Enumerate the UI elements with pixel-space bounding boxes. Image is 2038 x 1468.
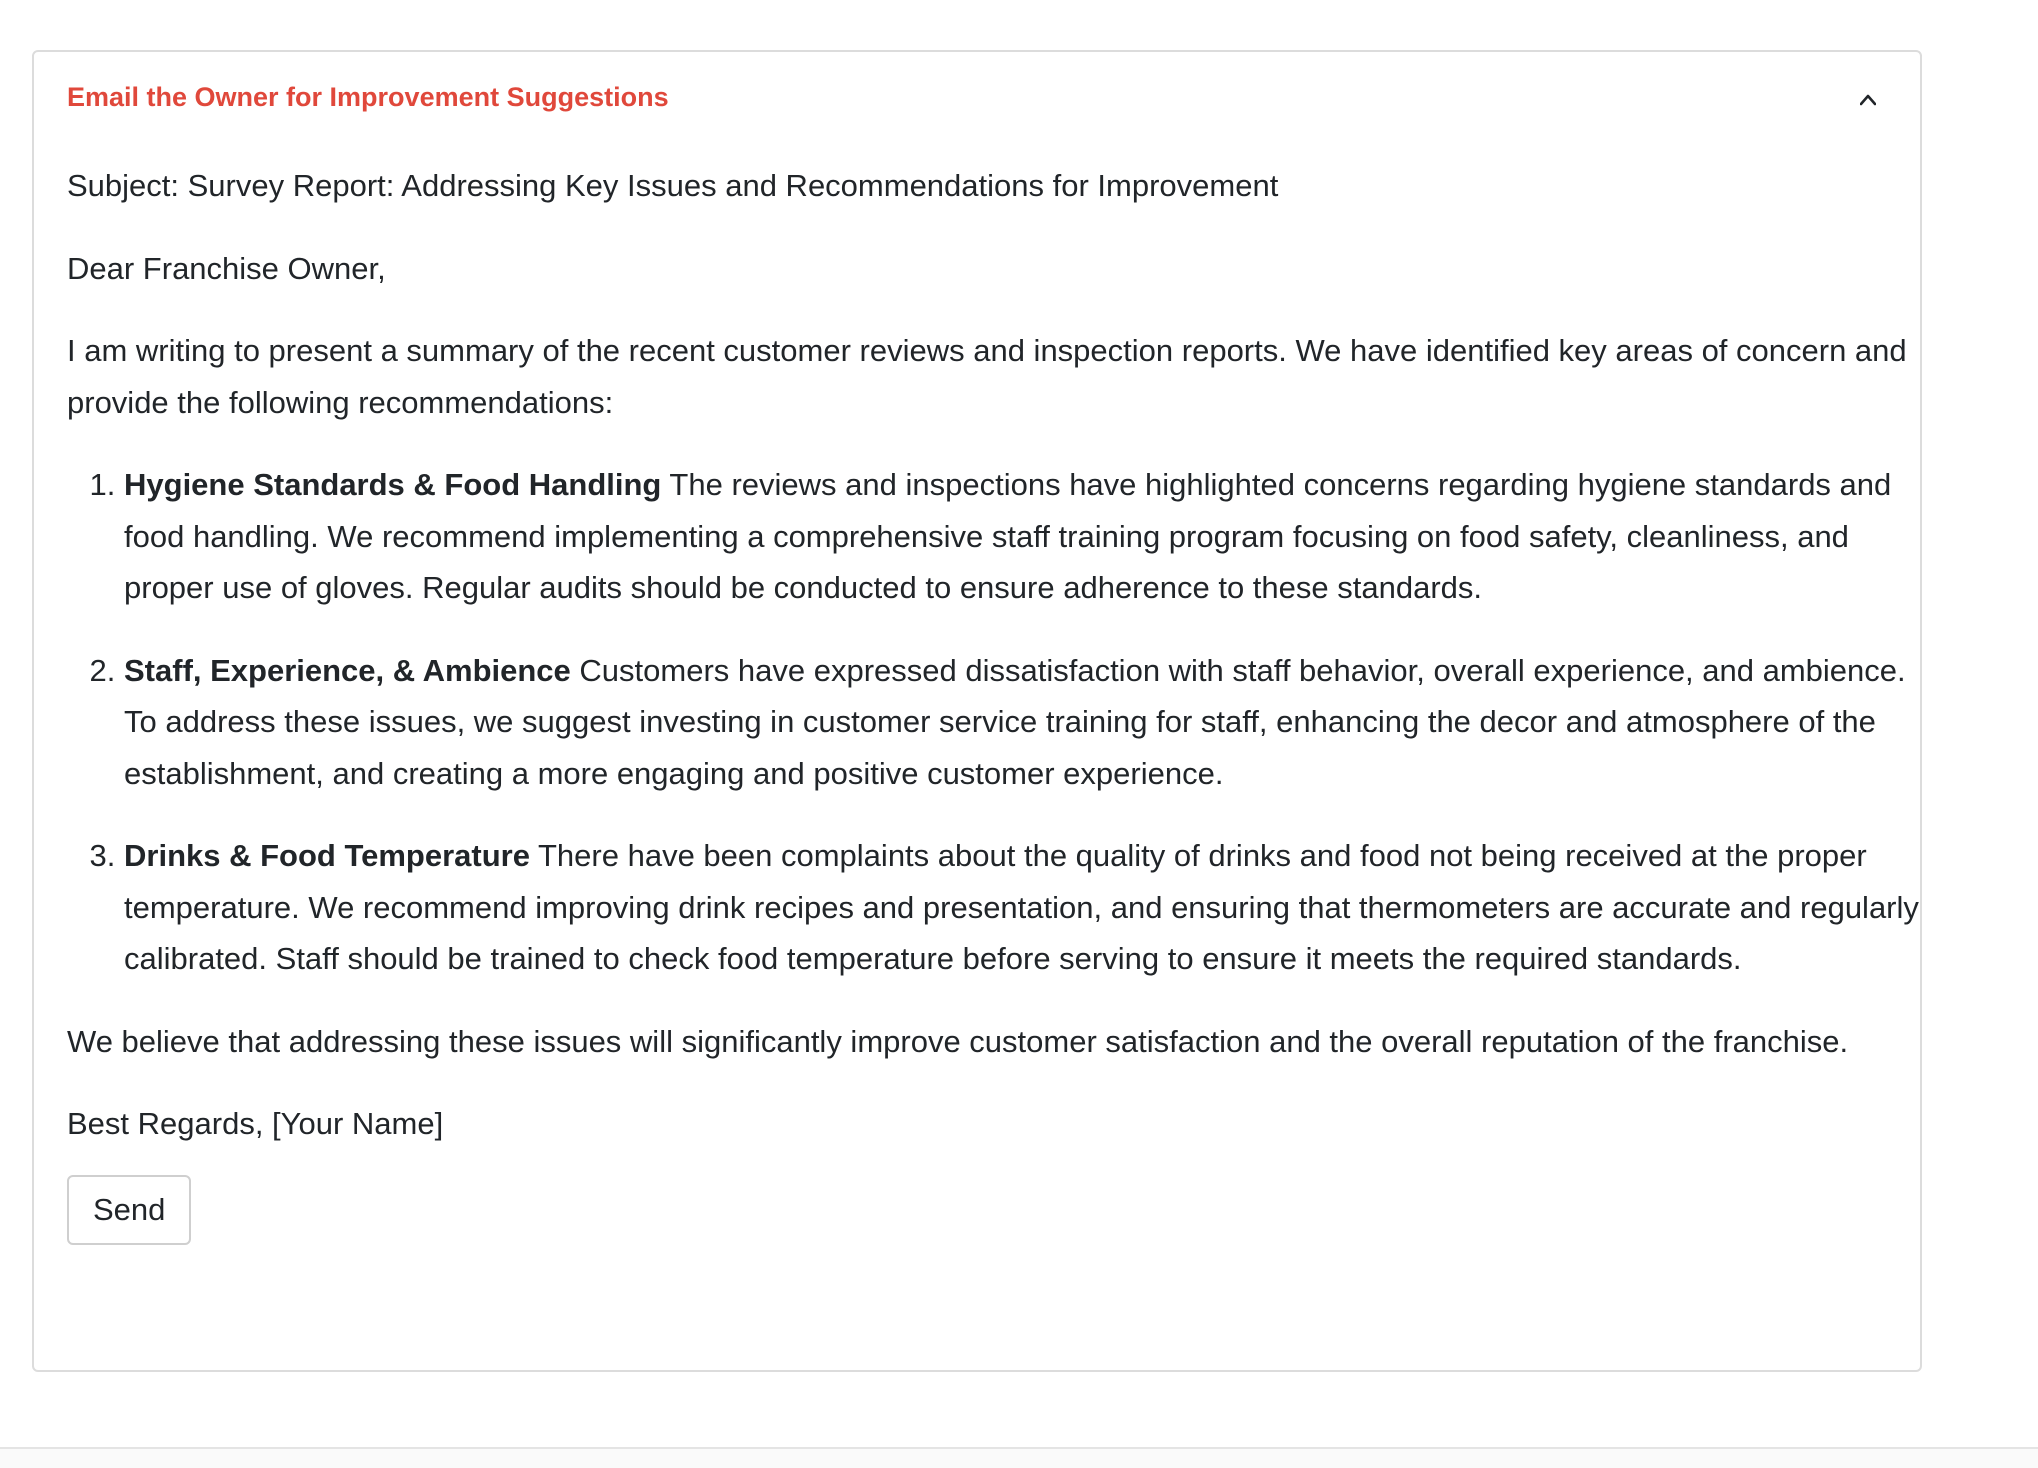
recommendation-text: The reviews and inspections have highlighted concerns regarding hygiene standards and food handling. We recommend implementing a comprehensive staff training program focusing on food safety, cleanliness, and proper use of gloves. Regular audits should be conducted to ensure adherence to these standards. <box>124 467 1892 605</box>
email-intro: I am writing to present a summary of the recent customer reviews and inspection reports. We have identified key areas of concern and provide the following recommendations: <box>67 333 1907 420</box>
recommendation-list <box>67 459 1927 985</box>
recommendation-heading: Staff, Experience, & Ambience <box>124 652 571 688</box>
panel-header[interactable] <box>34 52 1920 148</box>
email-body <box>67 160 1927 1245</box>
recommendation-item <box>124 645 1927 800</box>
email-signature: Best Regards, [Your Name] <box>67 1106 444 1141</box>
recommendation-heading: Hygiene Standards & Food Handling <box>124 467 662 502</box>
email-greeting: Dear Franchise Owner, <box>67 250 386 286</box>
send-button[interactable]: Send <box>67 1175 191 1245</box>
email-subject: Subject: Survey Report: Addressing Key Issues and Recommendations for Improvement <box>67 168 1279 203</box>
email-suggestion-panel <box>32 50 1922 1372</box>
email-closing: We believe that addressing these issues will significantly improve customer satisfaction and the overall reputation of the franchise. <box>67 1023 1849 1059</box>
footer-divider <box>0 1447 2038 1468</box>
recommendation-item <box>124 459 1927 614</box>
recommendation-text: There have been complaints about the quality of drinks and food not being received at the proper temperature. We recommend improving drink recipes and presentation, and ensuring that thermometers are accurate and regularly calibrated. Staff should be trained to check food temperature before serving to ensure it meets the required standards. <box>124 838 1919 976</box>
recommendation-item <box>124 830 1927 985</box>
recommendation-heading: Drinks & Food Temperature <box>124 838 530 873</box>
recommendation-text: Customers have expressed dissatisfaction with staff behavior, overall experience, and ambience. To address these issues, we suggest investing in customer service training for staff, enhancing the decor and atmosphere of the establishment, and creating a more engaging and positive customer experience. <box>124 652 1906 791</box>
panel-title: Email the Owner for Improvement Suggestions <box>67 82 669 112</box>
chevron-up-icon[interactable] <box>1860 92 1876 108</box>
